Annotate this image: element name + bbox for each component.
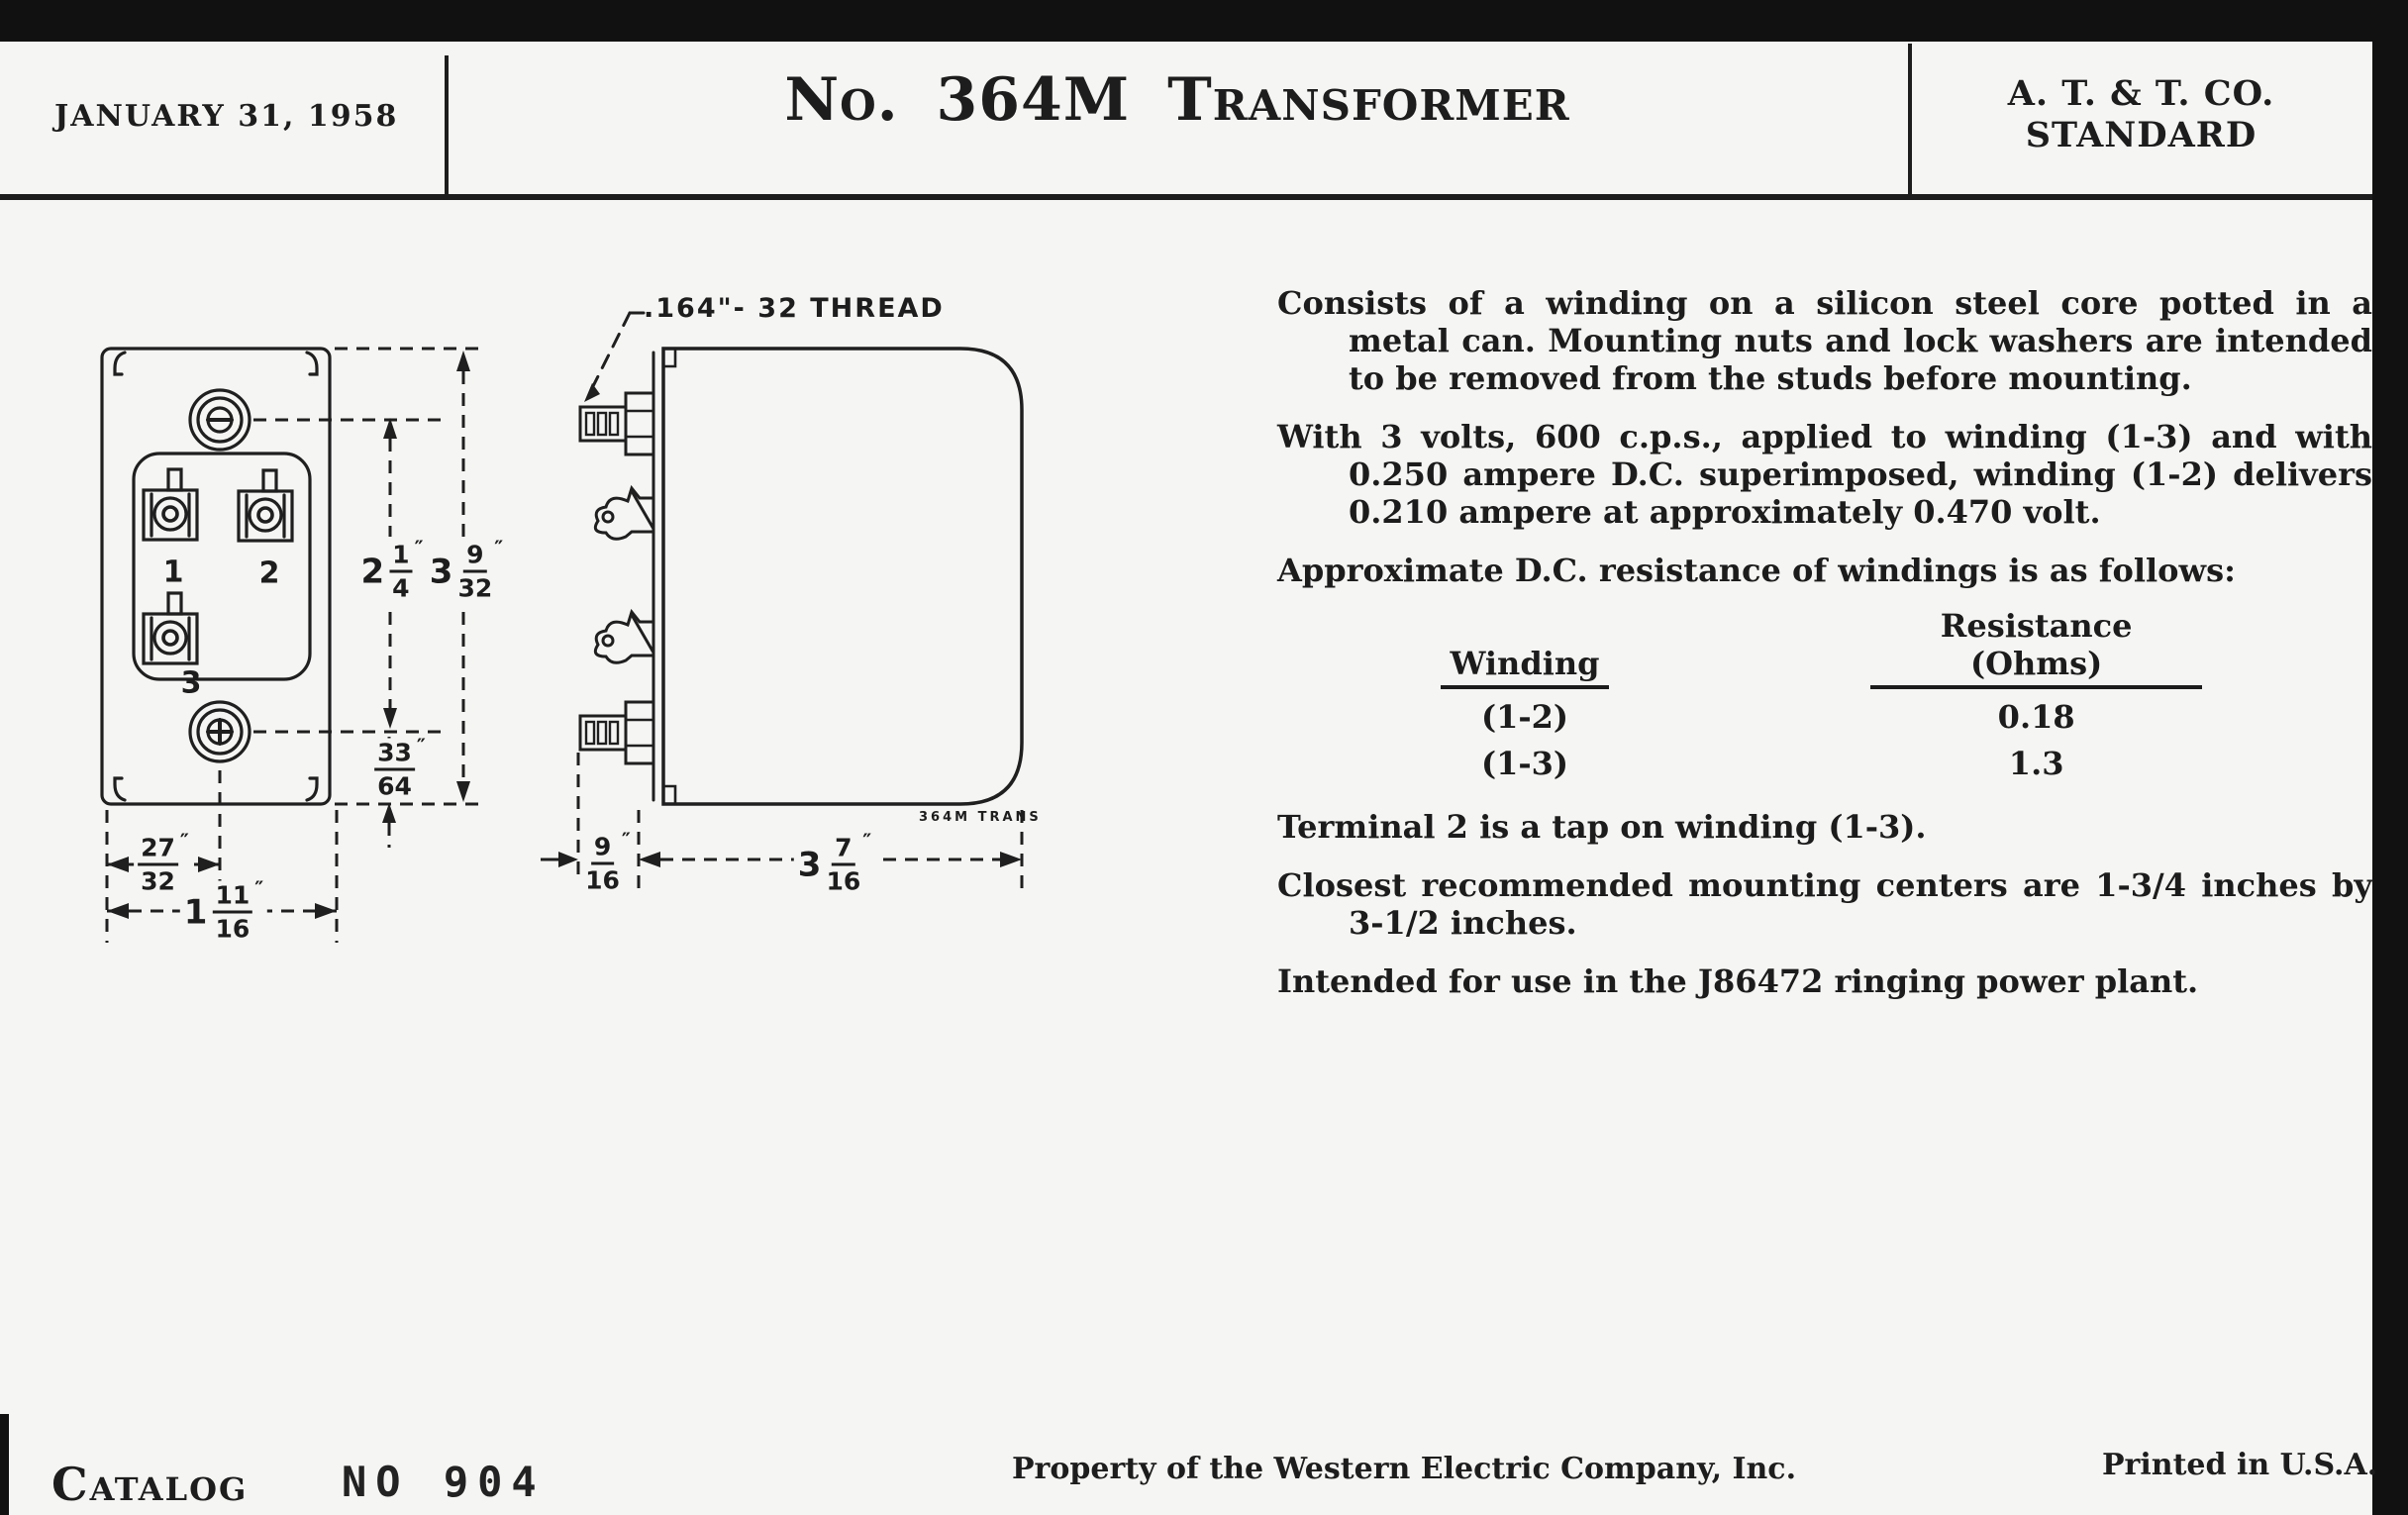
terminal-panel-outline bbox=[134, 454, 310, 679]
can-front-outline bbox=[102, 349, 330, 804]
terminal-number-1: 1 bbox=[162, 555, 184, 590]
corner-clip-tl bbox=[115, 353, 125, 374]
top-threaded-stud bbox=[580, 393, 653, 454]
inch-mark: ″ bbox=[254, 876, 264, 901]
dim-fraction: $\frac{27}{32}$ bbox=[138, 836, 178, 894]
dim-whole: 3 bbox=[429, 552, 453, 591]
dim-fraction: $\frac{1}{4}$ bbox=[389, 543, 412, 601]
dim-can-height bbox=[426, 536, 507, 603]
desc-line: Intended for use in the J86472 ringing power plant. bbox=[1277, 962, 2199, 1000]
side-lug-lower bbox=[595, 612, 653, 662]
org-standard-block bbox=[1910, 73, 2372, 156]
flange-tab-top bbox=[663, 349, 675, 366]
thread-spec-label: .164"- 32 THREAD bbox=[644, 293, 945, 324]
issue-date: JANUARY 31, 1958 bbox=[54, 99, 399, 134]
dim-stud-protrusion bbox=[581, 828, 635, 895]
page-title: No. 364M Transformer bbox=[784, 65, 1570, 135]
specification-text bbox=[1277, 284, 2372, 1000]
dim-fraction: $\frac{7}{16}$ bbox=[826, 833, 861, 896]
scan-edge-bottom-left bbox=[0, 1414, 9, 1515]
dim-fraction: $\frac{11}{16}$ bbox=[212, 883, 252, 942]
front-view-drawing bbox=[59, 327, 535, 960]
scan-edge-top bbox=[0, 0, 2408, 42]
desc-line: Terminal 2 is a tap on winding (1-3). bbox=[1277, 808, 1927, 846]
terminal-lug-2 bbox=[239, 470, 292, 541]
inch-mark: ″ bbox=[621, 828, 631, 853]
dim-whole: 3 bbox=[797, 845, 822, 884]
desc-line: Closest recommended mounting centers are 1-3/4 inches by bbox=[1277, 866, 2372, 904]
winding-cell: (1-2) bbox=[1480, 698, 1569, 736]
bottom-threaded-stud bbox=[580, 702, 653, 763]
terminal-number-3: 3 bbox=[180, 665, 202, 701]
dim-whole: 1 bbox=[183, 892, 208, 932]
catalog-number-stamp: NO 904 bbox=[342, 1458, 546, 1506]
corner-clip-bl bbox=[115, 778, 125, 800]
resistance-table bbox=[1277, 607, 2372, 782]
resistance-cell: 1.3 bbox=[2008, 745, 2064, 782]
desc-line: Consists of a winding on a silicon steel core potted in a bbox=[1277, 284, 2372, 322]
corner-clip-tr bbox=[307, 353, 317, 374]
inch-mark: ″ bbox=[862, 829, 872, 854]
can-stamp-label: 364M TRANS bbox=[919, 810, 1042, 825]
desc-line: 0.210 ampere at approximately 0.470 volt. bbox=[1349, 493, 2101, 531]
col-header-winding: Winding bbox=[1441, 645, 1609, 689]
terminal-lug-1 bbox=[144, 469, 197, 540]
inch-mark: ″ bbox=[179, 829, 189, 854]
dim-whole: 2 bbox=[360, 552, 385, 591]
dim-can-width-front bbox=[180, 876, 267, 944]
can-side-outline bbox=[663, 349, 1022, 804]
printed-line: Printed in U.S.A. bbox=[2102, 1448, 2378, 1482]
desc-line: 3-1/2 inches. bbox=[1349, 904, 1577, 942]
dim-fraction: $\frac{9}{32}$ bbox=[457, 540, 493, 603]
dim-fraction: $\frac{9}{16}$ bbox=[585, 832, 620, 895]
dim-fraction: $\frac{33}{64}$ bbox=[374, 741, 415, 799]
org-name: A. T. & T. CO. bbox=[2007, 73, 2275, 114]
col-header-resistance: Resistance (Ohms) bbox=[1870, 607, 2202, 689]
org-standard: STANDARD bbox=[2025, 115, 2258, 155]
dim-stud-spacing bbox=[356, 536, 427, 603]
side-lug-upper bbox=[595, 488, 653, 539]
property-line: Property of the Western Electric Company, Inc. bbox=[1012, 1452, 1797, 1486]
desc-line: 0.250 ampere D.C. superimposed, winding (1-2) delivers bbox=[1349, 455, 2372, 493]
flange-tab-bottom bbox=[663, 786, 675, 804]
resistance-cell: 0.18 bbox=[1997, 698, 2075, 736]
thread-leader bbox=[590, 313, 630, 392]
desc-line: to be removed from the studs before mounting. bbox=[1349, 359, 2192, 397]
desc-line: Approximate D.C. resistance of windings is as follows: bbox=[1277, 552, 2236, 589]
catalog-label: Catalog bbox=[51, 1458, 249, 1511]
scan-edge-right bbox=[2372, 0, 2408, 1515]
desc-line: With 3 volts, 600 c.p.s., applied to winding (1-3) and with bbox=[1277, 418, 2372, 455]
inch-mark: ″ bbox=[494, 536, 504, 560]
winding-cell: (1-3) bbox=[1480, 745, 1569, 782]
header-divider-right bbox=[1908, 44, 1912, 195]
header-divider-left bbox=[445, 55, 449, 195]
desc-line: metal can. Mounting nuts and lock washers are intended bbox=[1349, 322, 2372, 359]
dim-stud-to-edge bbox=[370, 734, 430, 801]
inch-mark: ″ bbox=[416, 734, 426, 758]
inch-mark: ″ bbox=[414, 536, 424, 560]
table-row bbox=[1277, 745, 2372, 782]
resistance-table-header bbox=[1277, 607, 2372, 689]
terminal-number-2: 2 bbox=[258, 556, 280, 591]
corner-clip-br bbox=[307, 778, 317, 800]
header-rule bbox=[0, 194, 2372, 200]
table-row bbox=[1277, 698, 2372, 736]
terminal-lug-3 bbox=[144, 593, 197, 663]
dim-can-width-side bbox=[794, 829, 875, 896]
